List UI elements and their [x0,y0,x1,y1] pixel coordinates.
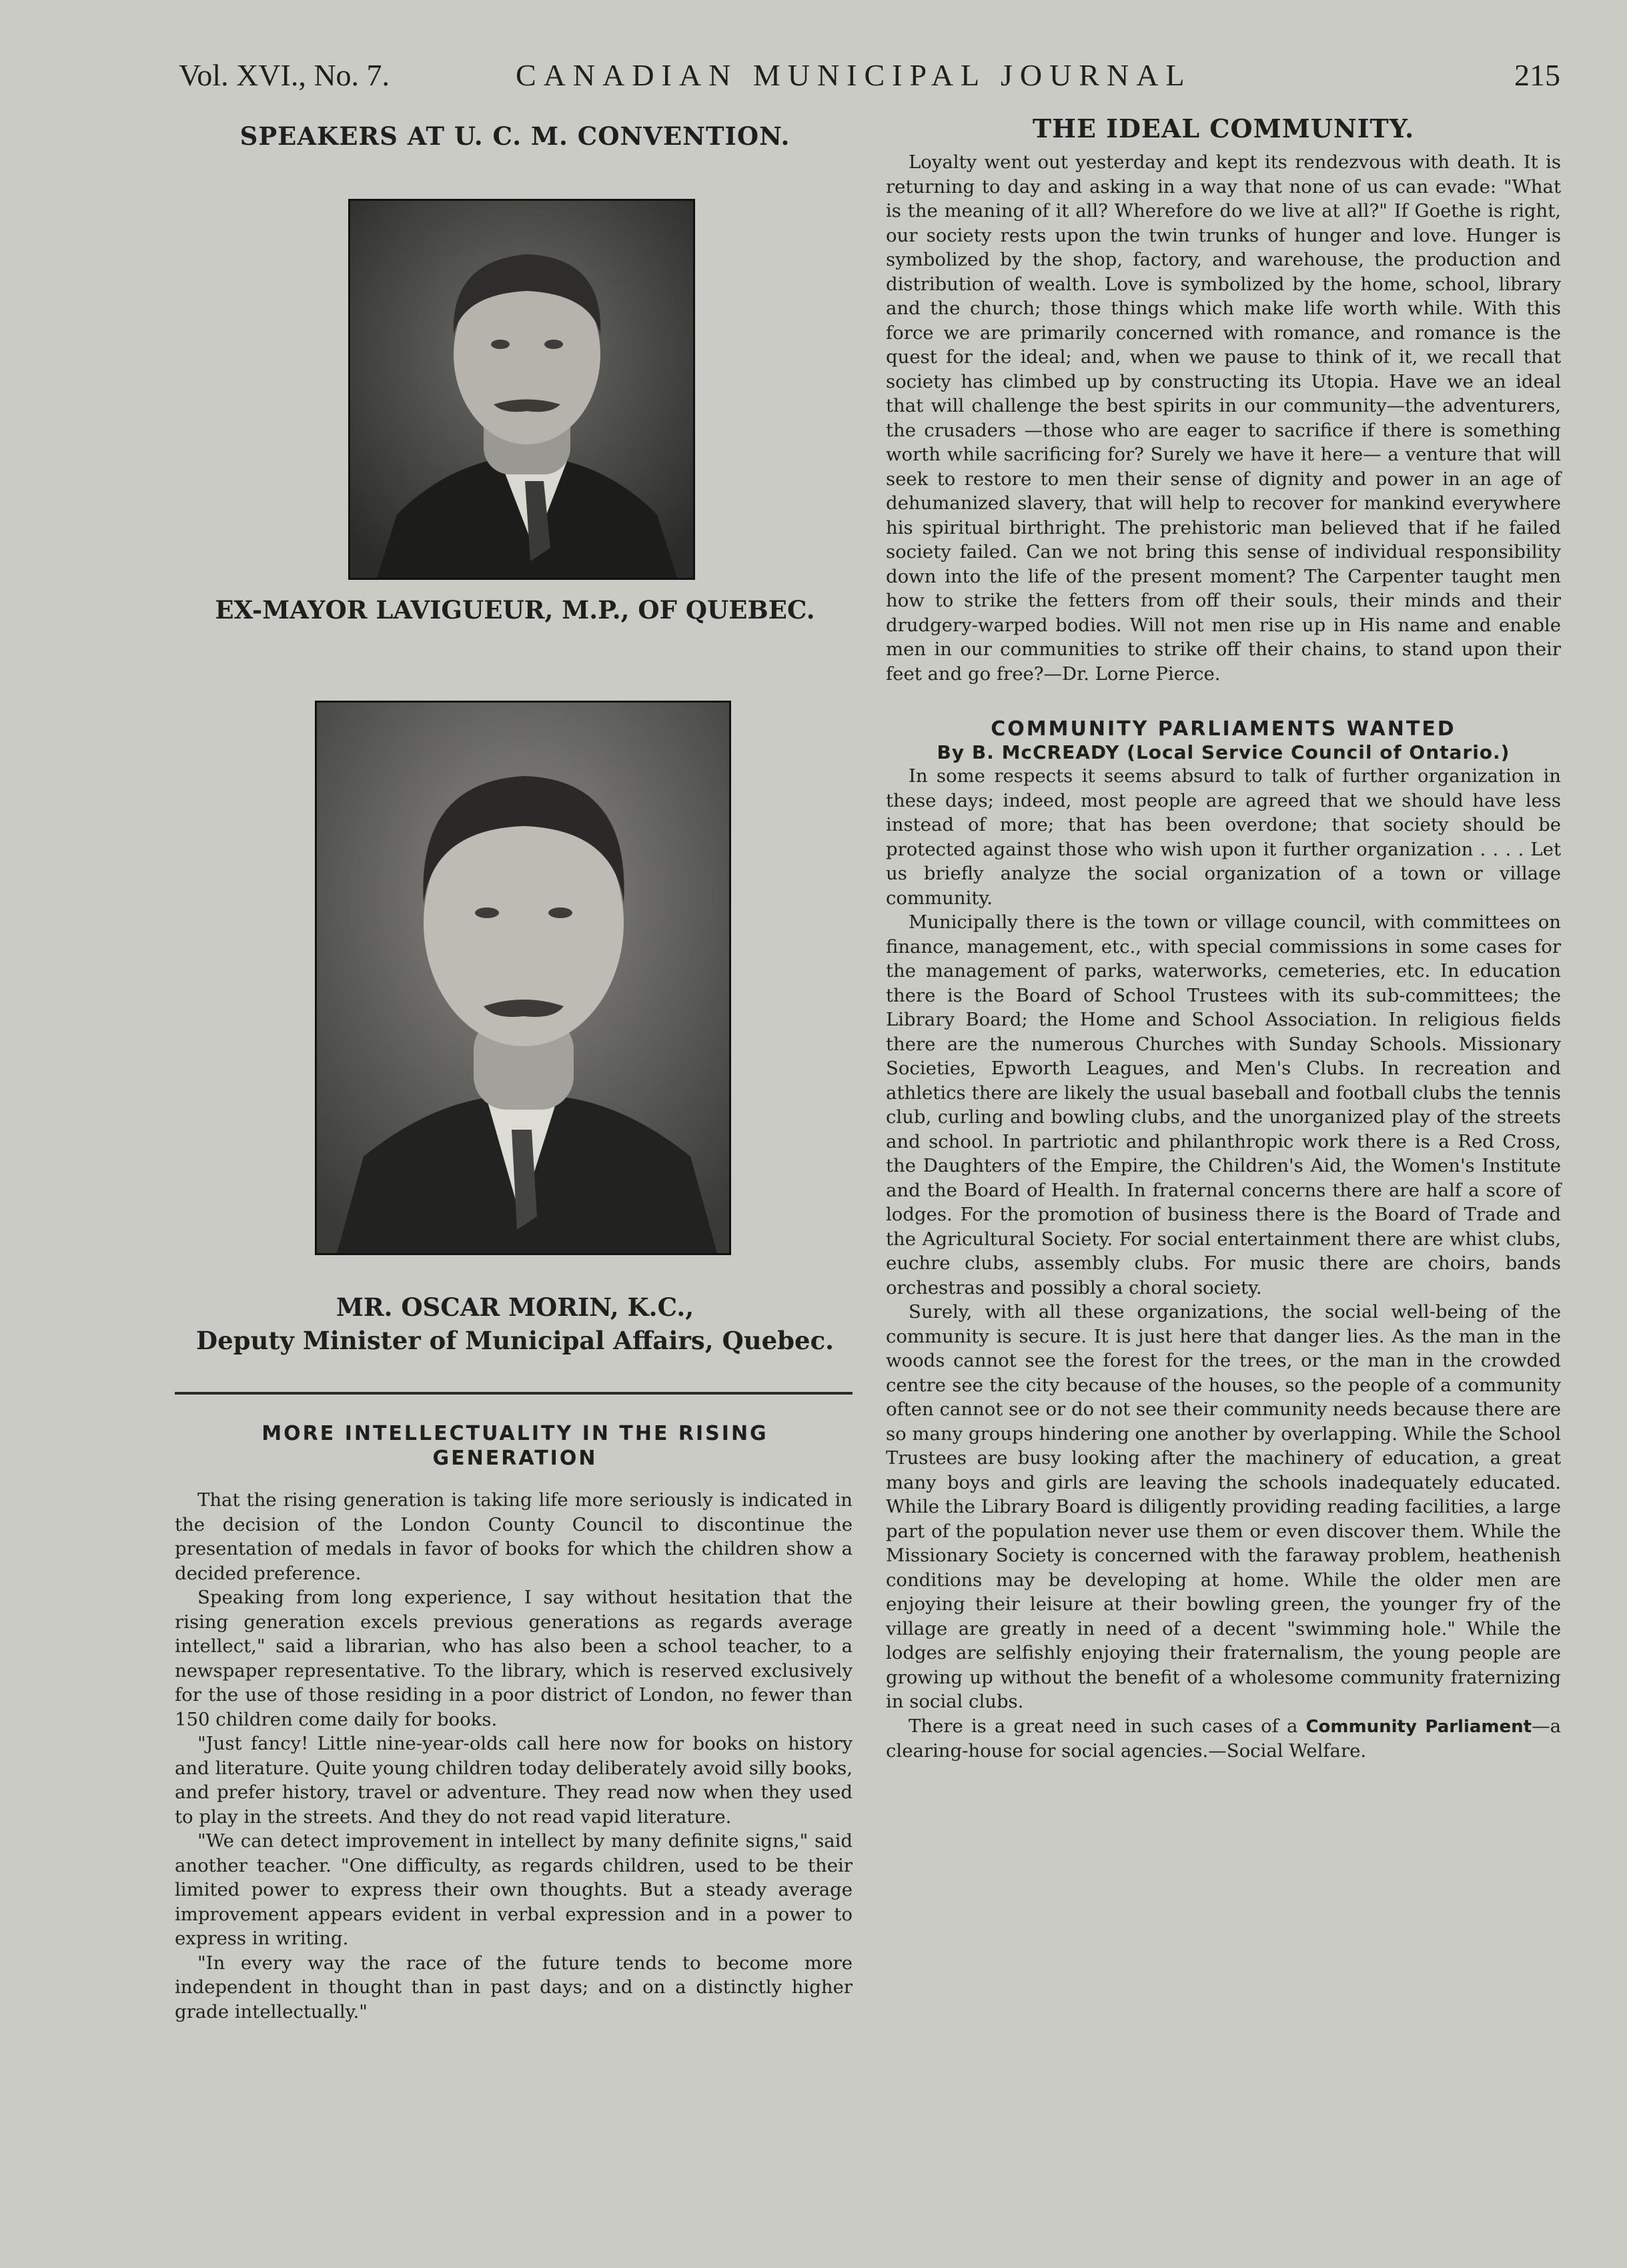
portrait-photo-lavigueur [348,199,695,580]
article-title-intellectuality: MORE INTELLECTUALITY IN THE RISING GENERATION [261,1422,768,1470]
paragraph: "We can detect improvement in intellect by many definite signs," said another teacher. "One difficulty, as regards children, used to be their limited power to express their own thoughts. But a steady average improvement appears evident in verbal expression and in a power to express in writing. [175,1830,853,1949]
byline: By B. McCREADY (Local Service Council of Ontario.) [937,741,1510,763]
journal-title: CANADIAN MUNICIPAL JOURNAL [516,58,1192,92]
article-body-community-parliaments [886,764,1561,1764]
paragraph: In some respects it seems absurd to talk of further organization in these days; indeed, most people are agreed that we should have less instead of more; that has been overdone; that society should be protected against those who wish upon it further organization . . . . Let us briefly analyze the social organization of a town or village community. [886,765,1561,909]
bold-phrase: Community Parliament [1305,1716,1532,1737]
running-header [179,57,1560,97]
article-title-ideal-community: THE IDEAL COMMUNITY. [1032,113,1415,143]
section-divider [175,1392,853,1395]
section-title: SPEAKERS AT U. C. M. CONVENTION. [239,121,790,151]
portrait-photo-morin [315,701,731,1255]
article-title-community-parliaments: COMMUNITY PARLIAMENTS WANTED [991,717,1456,741]
paragraph: Loyalty went out yesterday and kept its rendezvous with death. It is returning to day and asking in a way that none of us can evade: "What is the meaning of it all? Wherefore do we live at all?" If Goethe is right, our society rests upon the twin trunks of hunger and love. Hunger is symbolized by the shop, factory, and warehouse, the production and distribution of wealth. Love is symbolized by the home, school, library and the church; those things which make life worth while. With this force we are primarily concerned with romance, and romance is the quest for the ideal; and, when we pause to think of it, we recall that society has climbed up by constructing its Utopia. Have we an ideal that will challenge the best spirits in our community—the adventurers, the crusaders —those who are eager to sacrifice if there is something worth while sacrificing for? Surely we have it here— a venture that will seek to restore to men their sense of dignity and power in an age of dehumanized slavery, that will help to recover for mankind everywhere his spiritual birthright. The prehistoric man believed that if he failed society failed. Can we not bring this sense of individual responsibility down into the life of the present moment? The Carpenter taught men how to strike the fetters from off their souls, their minds and their drudgery-warped bodies. Will not men rise up in His name and enable men in our communities to strike off their chains, to stand upon their feet and go free?—Dr. Lorne Pierce. [886,151,1561,685]
caption-lavigueur: EX-MAYOR LAVIGUEUR, M.P., OF QUEBEC. [215,595,815,625]
paragraph: "In every way the race of the future tends to become more independent in thought than in past days; and on a distinctly higher grade intellectually." [175,1952,853,2022]
article-body-intellectuality [175,1488,853,2024]
paragraph: That the rising generation is taking life more seriously is indicated in the decision of the London County Council to discontinue the presentation of medals in favor of books for which the children show a decided preference. [175,1489,853,1584]
volume-number: Vol. XVI., No. 7. [179,58,390,92]
closing-paragraph: There is a great need in such cases of a Community Parliament—a clearing-house for social agencies.—Social Welfare. [886,1715,1561,1762]
caption-morin-title: Deputy Minister of Municipal Affairs, Quebec. [195,1326,835,1355]
paragraph: Speaking from long experience, I say without hesitation that the rising generation excels previous generations as regards average intellect," said a librarian, who has also been a school teacher, to a newspaper representative. To the library, which is reserved exclusively for the use of those residing in a poor district of London, no fewer than 150 children come daily for books. [175,1587,853,1730]
article-body-ideal-community [886,150,1561,686]
paragraph: "Just fancy! Little nine-year-olds call here now for books on history and literature. Quite young children today deliberately avoid silly books, and prefer history, travel or adventure. They read now when they used to play in the streets. And they do not read vapid literature. [175,1733,853,1828]
paragraph: Municipally there is the town or village council, with committees on finance, management, etc., with special commissions in some cases for the management of parks, waterworks, cemeteries, etc. In education there is the Board of School Trustees with its sub-committees; the Library Board; the Home and School Association. In religious fields there are the numerous Churches with Sunday Schools. Missionary Societies, Epworth Leagues, and Men's Clubs. In recreation and athletics there are likely the usual baseball and football clubs the tennis club, curling and bowling clubs, and the unorganized play of the streets and school. In partriotic and philanthropic work there is a Red Cross, the Daughters of the Empire, the Children's Aid, the Women's Institute and the Board of Health. In fraternal concerns there are half a score of lodges. For the promotion of business there is the Board of Trade and the Agricultural Society. For social entertainment there are whist clubs, euchre clubs, assembly clubs. For music there are choirs, bands orchestras and possibly a choral society. [886,911,1561,1298]
right-column [886,113,1561,1764]
paragraph: Surely, with all these organizations, the social well-being of the community is secure. It is just here that danger lies. As the man in the woods cannot see the forest for the trees, or the man in the crowded centre see the city because of the houses, so the people of a community often cannot see or do not see their community needs because there are so many groups hindering one another by overlapping. While the School Trustees are busy looking after the machinery of education, a great many boys and girls are leaving the schools inadequately educated. While the Library Board is diligently providing reading facilities, a large part of the population never use them or even discover them. While the Missionary Society is concerned with the faraway problem, heathenish conditions may be developing at home. While the older men are enjoying their leisure at their bowling green, the younger fry of the village are greatly in need of a decent "swimming hole." While the lodges are selfishly enjoying their fraternalism, the young people are growing up without the benefit of a wholesome community fraternizing in social clubs. [886,1301,1561,1712]
caption-morin-name: MR. OSCAR MORIN, K.C., [336,1292,694,1322]
page-number: 215 [1514,58,1560,92]
